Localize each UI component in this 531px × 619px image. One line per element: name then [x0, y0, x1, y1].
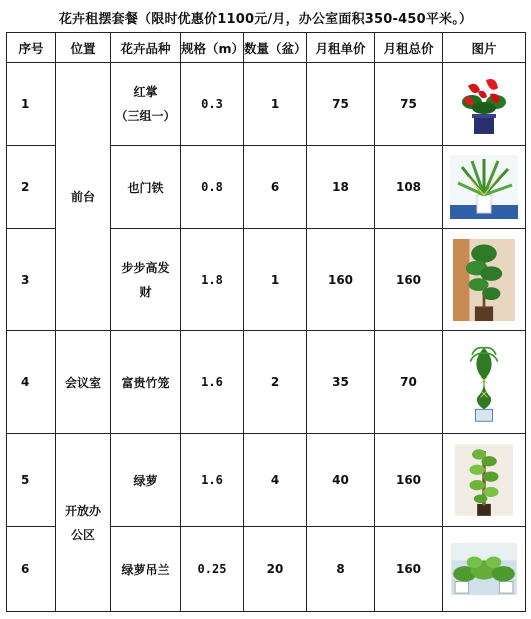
variety-cell [111, 229, 181, 331]
qty-value: 1 [244, 229, 307, 331]
header-location: 位置 [56, 33, 111, 63]
variety-name: 绿萝吊兰 [111, 527, 181, 612]
picture-cell [443, 527, 526, 612]
picture-cell [443, 63, 526, 146]
picture-cell [443, 146, 526, 229]
total-price-value: 160 [375, 229, 443, 331]
variety-name: 红掌 [133, 85, 158, 99]
money-tree-plant-image [453, 235, 515, 325]
qty-value: 6 [244, 146, 307, 229]
header-spec: 规格（m） [181, 33, 244, 63]
rental-table [6, 32, 526, 612]
picture-cell [443, 331, 526, 434]
bamboo-tower-plant-image [455, 336, 513, 428]
location-open-office [56, 434, 111, 612]
unit-price-value: 8 [307, 527, 375, 612]
unit-price-value: 35 [307, 331, 375, 434]
header-variety: 花卉品种 [111, 33, 181, 63]
variety-name: 富贵竹笼 [111, 331, 181, 434]
table-row [7, 63, 526, 146]
header-qty: 数量（盆） [244, 33, 307, 63]
spec-value: 0.25 [181, 527, 244, 612]
row-no: 4 [7, 331, 56, 434]
pothos-pole-plant-image [455, 438, 513, 522]
table-header-row [7, 33, 526, 63]
spec-value: 1.6 [181, 434, 244, 527]
header-picture: 图片 [443, 33, 526, 63]
variety-name-cont: 财 [139, 284, 152, 299]
anthurium-plant-image [450, 72, 518, 136]
table-row [7, 434, 526, 527]
location-meeting-room: 会议室 [56, 331, 111, 434]
qty-value: 1 [244, 63, 307, 146]
row-no: 1 [7, 63, 56, 146]
picture-cell [443, 434, 526, 527]
total-price-value: 160 [375, 527, 443, 612]
open-office-label-line2: 公区 [70, 527, 95, 542]
dracaena-plant-image [450, 155, 518, 219]
open-office-label-line1: 开放办 [64, 503, 101, 518]
variety-name: 也门铁 [111, 146, 181, 229]
variety-name: 绿萝 [111, 434, 181, 527]
header-unit-price: 月租单价 [307, 33, 375, 63]
unit-price-value: 160 [307, 229, 375, 331]
total-price-value: 160 [375, 434, 443, 527]
qty-value: 2 [244, 331, 307, 434]
qty-value: 4 [244, 434, 307, 527]
row-no: 3 [7, 229, 56, 331]
unit-price-value: 75 [307, 63, 375, 146]
unit-price-value: 18 [307, 146, 375, 229]
total-price-value: 70 [375, 331, 443, 434]
spec-value: 0.8 [181, 146, 244, 229]
variety-name: 步步高发 [121, 260, 170, 275]
variety-cell [111, 63, 181, 146]
header-no: 序号 [7, 33, 56, 63]
spec-value: 1.8 [181, 229, 244, 331]
total-price-value: 108 [375, 146, 443, 229]
total-price-value: 75 [375, 63, 443, 146]
picture-cell [443, 229, 526, 331]
pothos-pots-plant-image [451, 543, 517, 595]
page-title: 花卉租摆套餐（限时优惠价1100元/月，办公室面积350-450平米。） [58, 12, 473, 27]
location-front-desk: 前台 [56, 63, 111, 331]
variety-note: （三组一） [115, 109, 176, 123]
table-row [7, 331, 526, 434]
header-total-price: 月租总价 [375, 33, 443, 63]
qty-value: 20 [244, 527, 307, 612]
row-no: 2 [7, 146, 56, 229]
spec-value: 0.3 [181, 63, 244, 146]
row-no: 5 [7, 434, 56, 527]
row-no: 6 [7, 527, 56, 612]
spec-value: 1.6 [181, 331, 244, 434]
unit-price-value: 40 [307, 434, 375, 527]
